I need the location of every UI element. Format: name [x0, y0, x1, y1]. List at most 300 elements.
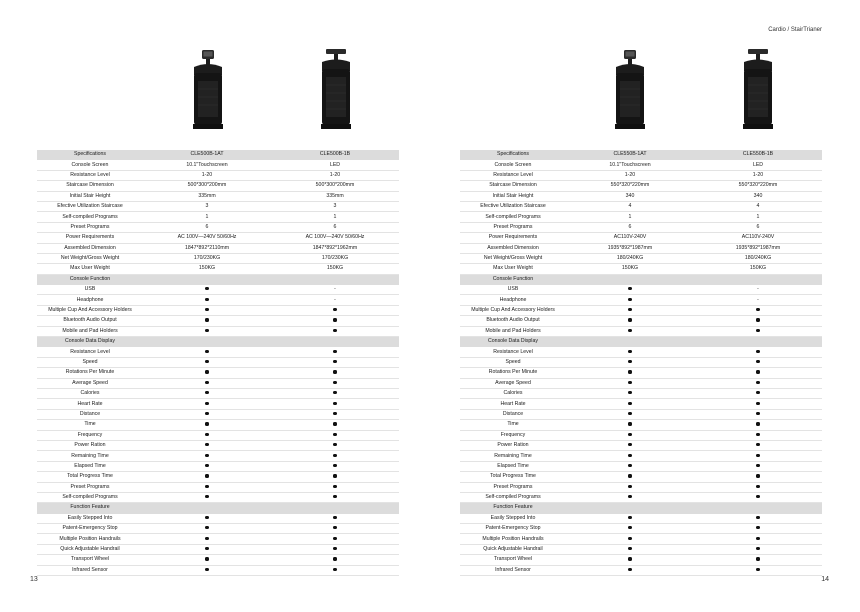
- spec-label-cell: Multiple Cup And Accessory Holders: [460, 305, 566, 315]
- feature-dot: [143, 472, 271, 482]
- included-dot-icon: [205, 443, 208, 446]
- feature-dot: [566, 565, 694, 575]
- table-row: [37, 534, 399, 544]
- table-row: [37, 399, 399, 409]
- included-dot-icon: [628, 485, 631, 488]
- table-row: [37, 305, 399, 315]
- feature-dot: [271, 482, 399, 492]
- included-dot-icon: [333, 360, 336, 363]
- spec-value-cell: 170/230KG: [143, 253, 271, 263]
- spec-label-cell: Console Function: [37, 274, 143, 284]
- included-dot-icon: [756, 547, 759, 550]
- spec-label-cell: Multiple Position Handrails: [460, 534, 566, 544]
- included-dot-icon: [205, 412, 208, 415]
- table-row: [460, 181, 822, 191]
- feature-dot: [566, 378, 694, 388]
- included-dot-icon: [756, 308, 759, 311]
- section-header-row: [460, 337, 822, 347]
- spec-value-cell: 3: [271, 201, 399, 211]
- dash-text: -: [334, 286, 336, 293]
- feature-dot: [566, 316, 694, 326]
- included-dot-icon: [205, 433, 208, 436]
- spec-value-cell: 1: [271, 212, 399, 222]
- spec-value-cell: 340: [566, 191, 694, 201]
- feature-dot: [566, 430, 694, 440]
- spec-label-cell: Initial Stair Height: [37, 191, 143, 201]
- included-dot-icon: [333, 557, 336, 560]
- feature-dot: [694, 388, 822, 398]
- included-dot-icon: [205, 391, 208, 394]
- included-dot-icon: [205, 526, 208, 529]
- spec-label-cell: Power Ration: [37, 440, 143, 450]
- feature-dot: [271, 378, 399, 388]
- spec-table-left: [37, 150, 399, 576]
- product-image-cle550b-1at: [612, 47, 648, 133]
- table-row: [460, 170, 822, 180]
- spec-value-cell: LED: [271, 160, 399, 170]
- spec-value-cell: 180/240KG: [694, 253, 822, 263]
- table-row: [460, 212, 822, 222]
- included-dot-icon: [333, 370, 336, 373]
- included-dot-icon: [628, 526, 631, 529]
- included-dot-icon: [205, 360, 208, 363]
- feature-dot: [694, 368, 822, 378]
- included-dot-icon: [205, 464, 208, 467]
- included-dot-icon: [205, 298, 208, 301]
- spec-label-cell: Heart Rate: [460, 399, 566, 409]
- feature-dot: [143, 357, 271, 367]
- included-dot-icon: [756, 350, 759, 353]
- spec-label-cell: Transport Wheel: [460, 555, 566, 565]
- spec-label-cell: Elapsed Time: [37, 461, 143, 471]
- spec-value-cell: 170/230KG: [271, 253, 399, 263]
- not-included-dash: [271, 295, 399, 305]
- feature-dot: [143, 409, 271, 419]
- feature-dot: [271, 513, 399, 523]
- table-row: [37, 222, 399, 232]
- table-row: [460, 555, 822, 565]
- feature-dot: [143, 534, 271, 544]
- spec-label-cell: USB: [37, 285, 143, 295]
- spec-label-cell: Console Screen: [37, 160, 143, 170]
- spec-value-cell: 4: [566, 201, 694, 211]
- spec-label-cell: Power Ration: [460, 440, 566, 450]
- feature-dot: [271, 492, 399, 502]
- product-image-cle550b-1b: [740, 47, 776, 133]
- spec-label-cell: Console Function: [460, 274, 566, 284]
- table-row: [37, 316, 399, 326]
- table-row: [37, 565, 399, 575]
- spec-label-cell: Specifications: [37, 150, 143, 160]
- included-dot-icon: [628, 412, 631, 415]
- table-row: [460, 388, 822, 398]
- feature-dot: [566, 388, 694, 398]
- feature-dot: [566, 357, 694, 367]
- product-image-cle500b-1b: [318, 47, 354, 133]
- feature-dot: [143, 492, 271, 502]
- included-dot-icon: [756, 516, 759, 519]
- included-dot-icon: [205, 308, 208, 311]
- feature-dot: [694, 461, 822, 471]
- spec-label-cell: Mobile and Pad Holders: [37, 326, 143, 336]
- table-row: [460, 524, 822, 534]
- spec-label-cell: Multiple Position Handrails: [37, 534, 143, 544]
- included-dot-icon: [333, 568, 336, 571]
- table-row: [460, 285, 822, 295]
- spec-value-cell: 150KG: [566, 264, 694, 274]
- spec-label-cell: Heart Rate: [37, 399, 143, 409]
- spec-label-cell: Easily Stepped Into: [37, 513, 143, 523]
- spec-value-cell: 180/240KG: [566, 253, 694, 263]
- spec-value-cell: [566, 337, 694, 347]
- table-row: [460, 482, 822, 492]
- included-dot-icon: [333, 329, 336, 332]
- spec-label-cell: Infrared Sensor: [460, 565, 566, 575]
- feature-dot: [566, 440, 694, 450]
- spec-label-cell: Multiple Cup And Accessory Holders: [37, 305, 143, 315]
- table-row: [37, 243, 399, 253]
- feature-dot: [566, 555, 694, 565]
- included-dot-icon: [205, 329, 208, 332]
- feature-dot: [694, 513, 822, 523]
- included-dot-icon: [756, 433, 759, 436]
- spec-value-cell: [271, 503, 399, 513]
- feature-dot: [143, 440, 271, 450]
- spec-value-cell: 150KG: [694, 264, 822, 274]
- included-dot-icon: [756, 360, 759, 363]
- included-dot-icon: [756, 391, 759, 394]
- feature-dot: [271, 430, 399, 440]
- spec-value-cell: 1: [566, 212, 694, 222]
- table-row: [460, 305, 822, 315]
- table-row: [37, 181, 399, 191]
- table-row: [460, 472, 822, 482]
- table-row: [37, 191, 399, 201]
- included-dot-icon: [205, 474, 208, 477]
- spec-label-cell: Initial Stair Height: [460, 191, 566, 201]
- feature-dot: [271, 440, 399, 450]
- included-dot-icon: [756, 557, 759, 560]
- table-row: [37, 461, 399, 471]
- feature-dot: [271, 555, 399, 565]
- spec-value-cell: 150KG: [271, 264, 399, 274]
- feature-dot: [143, 326, 271, 336]
- included-dot-icon: [628, 454, 631, 457]
- table-row: [460, 544, 822, 554]
- feature-dot: [694, 534, 822, 544]
- spec-label-cell: Function Feature: [460, 503, 566, 513]
- not-included-dash: [694, 285, 822, 295]
- included-dot-icon: [333, 422, 336, 425]
- product-image-cle500b-1at: [190, 47, 226, 133]
- table-row: [460, 295, 822, 305]
- spec-label-cell: Easily Stepped Into: [460, 513, 566, 523]
- spec-label-cell: Distance: [37, 409, 143, 419]
- spec-label-cell: Assembled Dimension: [460, 243, 566, 253]
- feature-dot: [694, 565, 822, 575]
- included-dot-icon: [333, 495, 336, 498]
- included-dot-icon: [756, 568, 759, 571]
- included-dot-icon: [333, 391, 336, 394]
- spec-value-cell: 10.1"Touchscreen: [143, 160, 271, 170]
- spec-label-cell: Bluetooth Audio Output: [37, 316, 143, 326]
- spec-label-cell: Distance: [460, 409, 566, 419]
- spec-label-cell: Preset Programs: [460, 482, 566, 492]
- breadcrumb: Cardio / StairTrianer: [768, 27, 822, 33]
- spec-label-cell: Quick Adjustable Handrail: [460, 544, 566, 554]
- table-row: [460, 513, 822, 523]
- included-dot-icon: [333, 547, 336, 550]
- feature-dot: [143, 347, 271, 357]
- spec-label-cell: Mobile and Pad Holders: [460, 326, 566, 336]
- spec-label-cell: Speed: [37, 357, 143, 367]
- feature-dot: [143, 461, 271, 471]
- spec-table-right: [460, 150, 822, 576]
- spec-label-cell: Resistance Level: [460, 170, 566, 180]
- table-row: [37, 544, 399, 554]
- included-dot-icon: [628, 381, 631, 384]
- spec-label-cell: Preset Programs: [460, 222, 566, 232]
- spec-value-cell: 10.1"Touchscreen: [566, 160, 694, 170]
- feature-dot: [694, 544, 822, 554]
- included-dot-icon: [756, 485, 759, 488]
- feature-dot: [694, 524, 822, 534]
- feature-dot: [566, 409, 694, 419]
- spec-label-cell: Elapsed Time: [460, 461, 566, 471]
- spec-value-cell: [271, 274, 399, 284]
- table-row: [37, 212, 399, 222]
- table-row: [37, 440, 399, 450]
- feature-dot: [566, 347, 694, 357]
- feature-dot: [271, 409, 399, 419]
- spec-value-cell: 1-20: [566, 170, 694, 180]
- section-header-row: [460, 503, 822, 513]
- spec-label-cell: Efective Utilization Staircase: [37, 201, 143, 211]
- spec-value-cell: 550*320*220mm: [694, 181, 822, 191]
- spec-label-cell: Console Data Display: [37, 337, 143, 347]
- page-number-left: 13: [30, 576, 38, 583]
- table-row: [37, 357, 399, 367]
- included-dot-icon: [205, 547, 208, 550]
- spec-value-cell: 1-20: [694, 170, 822, 180]
- spec-value-cell: [143, 274, 271, 284]
- feature-dot: [694, 305, 822, 315]
- table-row: [460, 409, 822, 419]
- table-row: [37, 378, 399, 388]
- dash-text: -: [757, 296, 759, 303]
- included-dot-icon: [756, 443, 759, 446]
- table-row: [37, 347, 399, 357]
- spec-value-cell: 1: [143, 212, 271, 222]
- spec-value-cell: AC110V-240V: [566, 233, 694, 243]
- spec-label-cell: Quick Adjustable Handrail: [37, 544, 143, 554]
- included-dot-icon: [205, 537, 208, 540]
- spec-label-cell: Net Weight/Gross Weight: [460, 253, 566, 263]
- spec-value-cell: [694, 274, 822, 284]
- not-included-dash: [271, 285, 399, 295]
- spec-value-cell: 1-20: [143, 170, 271, 180]
- spec-label-cell: Net Weight/Gross Weight: [37, 253, 143, 263]
- feature-dot: [566, 534, 694, 544]
- feature-dot: [694, 378, 822, 388]
- included-dot-icon: [333, 516, 336, 519]
- feature-dot: [694, 357, 822, 367]
- included-dot-icon: [333, 443, 336, 446]
- included-dot-icon: [756, 464, 759, 467]
- included-dot-icon: [205, 350, 208, 353]
- feature-dot: [694, 326, 822, 336]
- spec-value-cell: [143, 337, 271, 347]
- included-dot-icon: [628, 557, 631, 560]
- included-dot-icon: [628, 370, 631, 373]
- included-dot-icon: [756, 370, 759, 373]
- included-dot-icon: [333, 526, 336, 529]
- spec-value-cell: 500*300*200mm: [143, 181, 271, 191]
- spec-label-cell: Console Data Display: [460, 337, 566, 347]
- spec-label-cell: Self-compiled Programs: [37, 492, 143, 502]
- feature-dot: [271, 305, 399, 315]
- feature-dot: [271, 565, 399, 575]
- feature-dot: [143, 555, 271, 565]
- table-row: [460, 357, 822, 367]
- spec-label-cell: Calories: [37, 388, 143, 398]
- table-row: [460, 461, 822, 471]
- table-row: [37, 555, 399, 565]
- table-row: [460, 222, 822, 232]
- included-dot-icon: [205, 495, 208, 498]
- table-row: [460, 253, 822, 263]
- spec-value-cell: 1935*892*1987mm: [566, 243, 694, 253]
- spec-label-cell: Headphone: [460, 295, 566, 305]
- included-dot-icon: [333, 412, 336, 415]
- spec-label-cell: Resistance Level: [37, 347, 143, 357]
- table-row: [460, 534, 822, 544]
- included-dot-icon: [756, 454, 759, 457]
- spec-value-cell: AC 100V—240V 50/60Hz: [143, 233, 271, 243]
- spec-label-cell: Power Requirements: [460, 233, 566, 243]
- feature-dot: [566, 524, 694, 534]
- spec-value-cell: 550*320*220mm: [566, 181, 694, 191]
- table-row: [37, 492, 399, 502]
- table-row: [37, 295, 399, 305]
- feature-dot: [143, 430, 271, 440]
- included-dot-icon: [333, 485, 336, 488]
- spec-label-cell: Console Screen: [460, 160, 566, 170]
- table-row: [37, 326, 399, 336]
- spec-label-cell: Staircase Dimension: [460, 181, 566, 191]
- spec-value-cell: 6: [566, 222, 694, 232]
- included-dot-icon: [628, 474, 631, 477]
- spec-label-cell: Max User Weight: [460, 264, 566, 274]
- included-dot-icon: [205, 318, 208, 321]
- spec-value-cell: [694, 503, 822, 513]
- section-header-row: [460, 150, 822, 160]
- table-row: [37, 409, 399, 419]
- table-row: [460, 420, 822, 430]
- spec-label-cell: Function Feature: [37, 503, 143, 513]
- included-dot-icon: [628, 360, 631, 363]
- spec-label-cell: Rotations Per Minute: [460, 368, 566, 378]
- included-dot-icon: [628, 329, 631, 332]
- table-row: [37, 170, 399, 180]
- feature-dot: [694, 316, 822, 326]
- page-number-right: 14: [821, 576, 829, 583]
- feature-dot: [566, 368, 694, 378]
- feature-dot: [143, 316, 271, 326]
- feature-dot: [271, 524, 399, 534]
- table-row: [460, 201, 822, 211]
- table-row: [460, 378, 822, 388]
- included-dot-icon: [333, 464, 336, 467]
- spec-label-cell: Self-compiled Programs: [460, 212, 566, 222]
- included-dot-icon: [333, 308, 336, 311]
- included-dot-icon: [205, 402, 208, 405]
- included-dot-icon: [628, 464, 631, 467]
- feature-dot: [271, 534, 399, 544]
- section-header-row: [37, 274, 399, 284]
- spec-value-cell: 335mm: [271, 191, 399, 201]
- included-dot-icon: [756, 318, 759, 321]
- table-row: [37, 513, 399, 523]
- dash-text: -: [757, 286, 759, 293]
- table-row: [37, 388, 399, 398]
- included-dot-icon: [628, 433, 631, 436]
- spec-label-cell: Average Speed: [37, 378, 143, 388]
- spec-value-cell: 1-20: [271, 170, 399, 180]
- feature-dot: [694, 409, 822, 419]
- spec-value-cell: 3: [143, 201, 271, 211]
- table-row: [460, 492, 822, 502]
- spec-label-cell: Remaining Time: [460, 451, 566, 461]
- spec-label-cell: Infrared Sensor: [37, 565, 143, 575]
- included-dot-icon: [333, 381, 336, 384]
- feature-dot: [143, 544, 271, 554]
- not-included-dash: [694, 295, 822, 305]
- included-dot-icon: [205, 485, 208, 488]
- spec-label-cell: Preset Programs: [37, 222, 143, 232]
- spec-label-cell: Assembled Dimension: [37, 243, 143, 253]
- included-dot-icon: [628, 402, 631, 405]
- spec-label-cell: Headphone: [37, 295, 143, 305]
- spec-value-cell: 500*300*200mm: [271, 181, 399, 191]
- spec-label-cell: Bluetooth Audio Output: [460, 316, 566, 326]
- feature-dot: [271, 357, 399, 367]
- section-header-row: [37, 150, 399, 160]
- included-dot-icon: [333, 433, 336, 436]
- spec-label-cell: Total Progress Time: [37, 472, 143, 482]
- feature-dot: [143, 285, 271, 295]
- spec-value-cell: [143, 503, 271, 513]
- feature-dot: [143, 378, 271, 388]
- included-dot-icon: [205, 568, 208, 571]
- feature-dot: [694, 399, 822, 409]
- included-dot-icon: [628, 391, 631, 394]
- included-dot-icon: [205, 370, 208, 373]
- spec-label-cell: Preset Programs: [37, 482, 143, 492]
- feature-dot: [271, 368, 399, 378]
- included-dot-icon: [756, 495, 759, 498]
- spec-value-cell: 1847*892*1962mm: [271, 243, 399, 253]
- table-row: [37, 524, 399, 534]
- feature-dot: [143, 482, 271, 492]
- feature-dot: [143, 305, 271, 315]
- feature-dot: [143, 388, 271, 398]
- feature-dot: [694, 430, 822, 440]
- spec-label-cell: Resistance Level: [460, 347, 566, 357]
- spec-value-cell: 4: [694, 201, 822, 211]
- feature-dot: [566, 399, 694, 409]
- feature-dot: [566, 544, 694, 554]
